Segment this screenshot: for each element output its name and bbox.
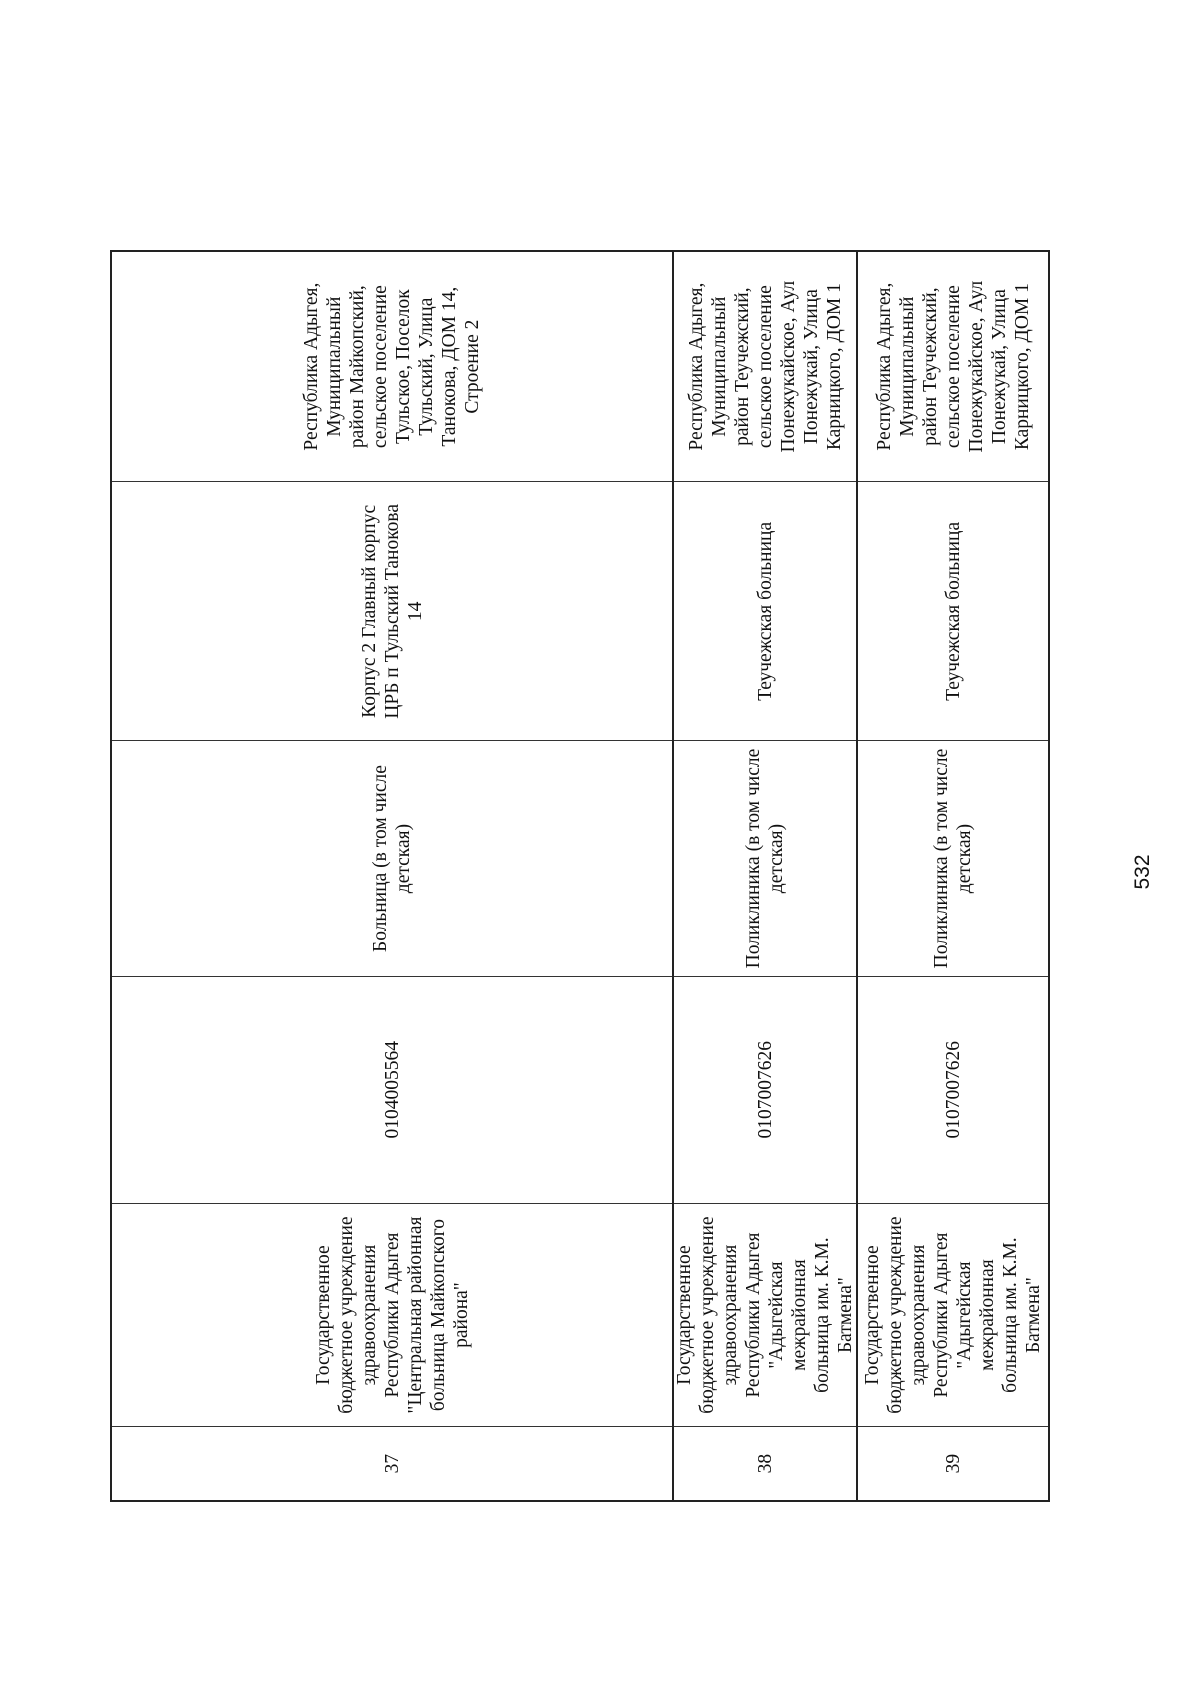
facility-name: Корпус 2 Главный корпус ЦРБ п Тульский Танокова 14 (112, 481, 672, 740)
facility-address: Республика Адыгея, Муниципальный район Теучежский, сельское поселение Понежукайское, Аул Понежукай, Улица Карницкого, ДОМ 1 (685, 280, 845, 453)
row-number: 37 (112, 1426, 672, 1500)
facility-name: Теучежская больница (674, 481, 856, 740)
inn-code: 0104005564 (112, 976, 672, 1203)
table-row (858, 252, 1048, 1500)
facility-type: Поликлиника (в том числе детская) (858, 740, 1048, 975)
facility-address: Республика Адыгея, Муниципальный район Теучежский, сельское поселение Понежукайское, Аул Понежукай, Улица Карницкого, ДОМ 1 (873, 280, 1033, 453)
facility-type: Больница (в том числе детская) (112, 740, 672, 975)
row-number: 39 (858, 1426, 1048, 1500)
organization-name: Государственное бюджетное учреждение здравоохранения Республики Адыгея "Центральная районная больница Майкопского района" (112, 1203, 672, 1426)
organization-name: Государственное бюджетное учреждение здравоохранения Республики Адыгея "Адыгейская межрайонная больница им. К.М. Батмена" (674, 1203, 856, 1426)
table-row (674, 252, 858, 1500)
facilities-table (110, 250, 1050, 1502)
table-row (112, 252, 674, 1500)
facility-address: Республика Адыгея, Муниципальный район Майкопский, сельское поселение Тульское, Поселок Тульский, Улица Танокова, ДОМ 14, Строение 2 (301, 282, 483, 451)
facility-name: Теучежская больница (858, 481, 1048, 740)
inn-code: 0107007626 (674, 976, 856, 1203)
row-number: 38 (674, 1426, 856, 1500)
organization-name: Государственное бюджетное учреждение здравоохранения Республики Адыгея "Адыгейская межрайонная больница им. К.М. Батмена" (858, 1203, 1048, 1426)
inn-code: 0107007626 (858, 976, 1048, 1203)
facility-type: Поликлиника (в том числе детская) (674, 740, 856, 975)
page-number: 532 (1131, 854, 1154, 890)
